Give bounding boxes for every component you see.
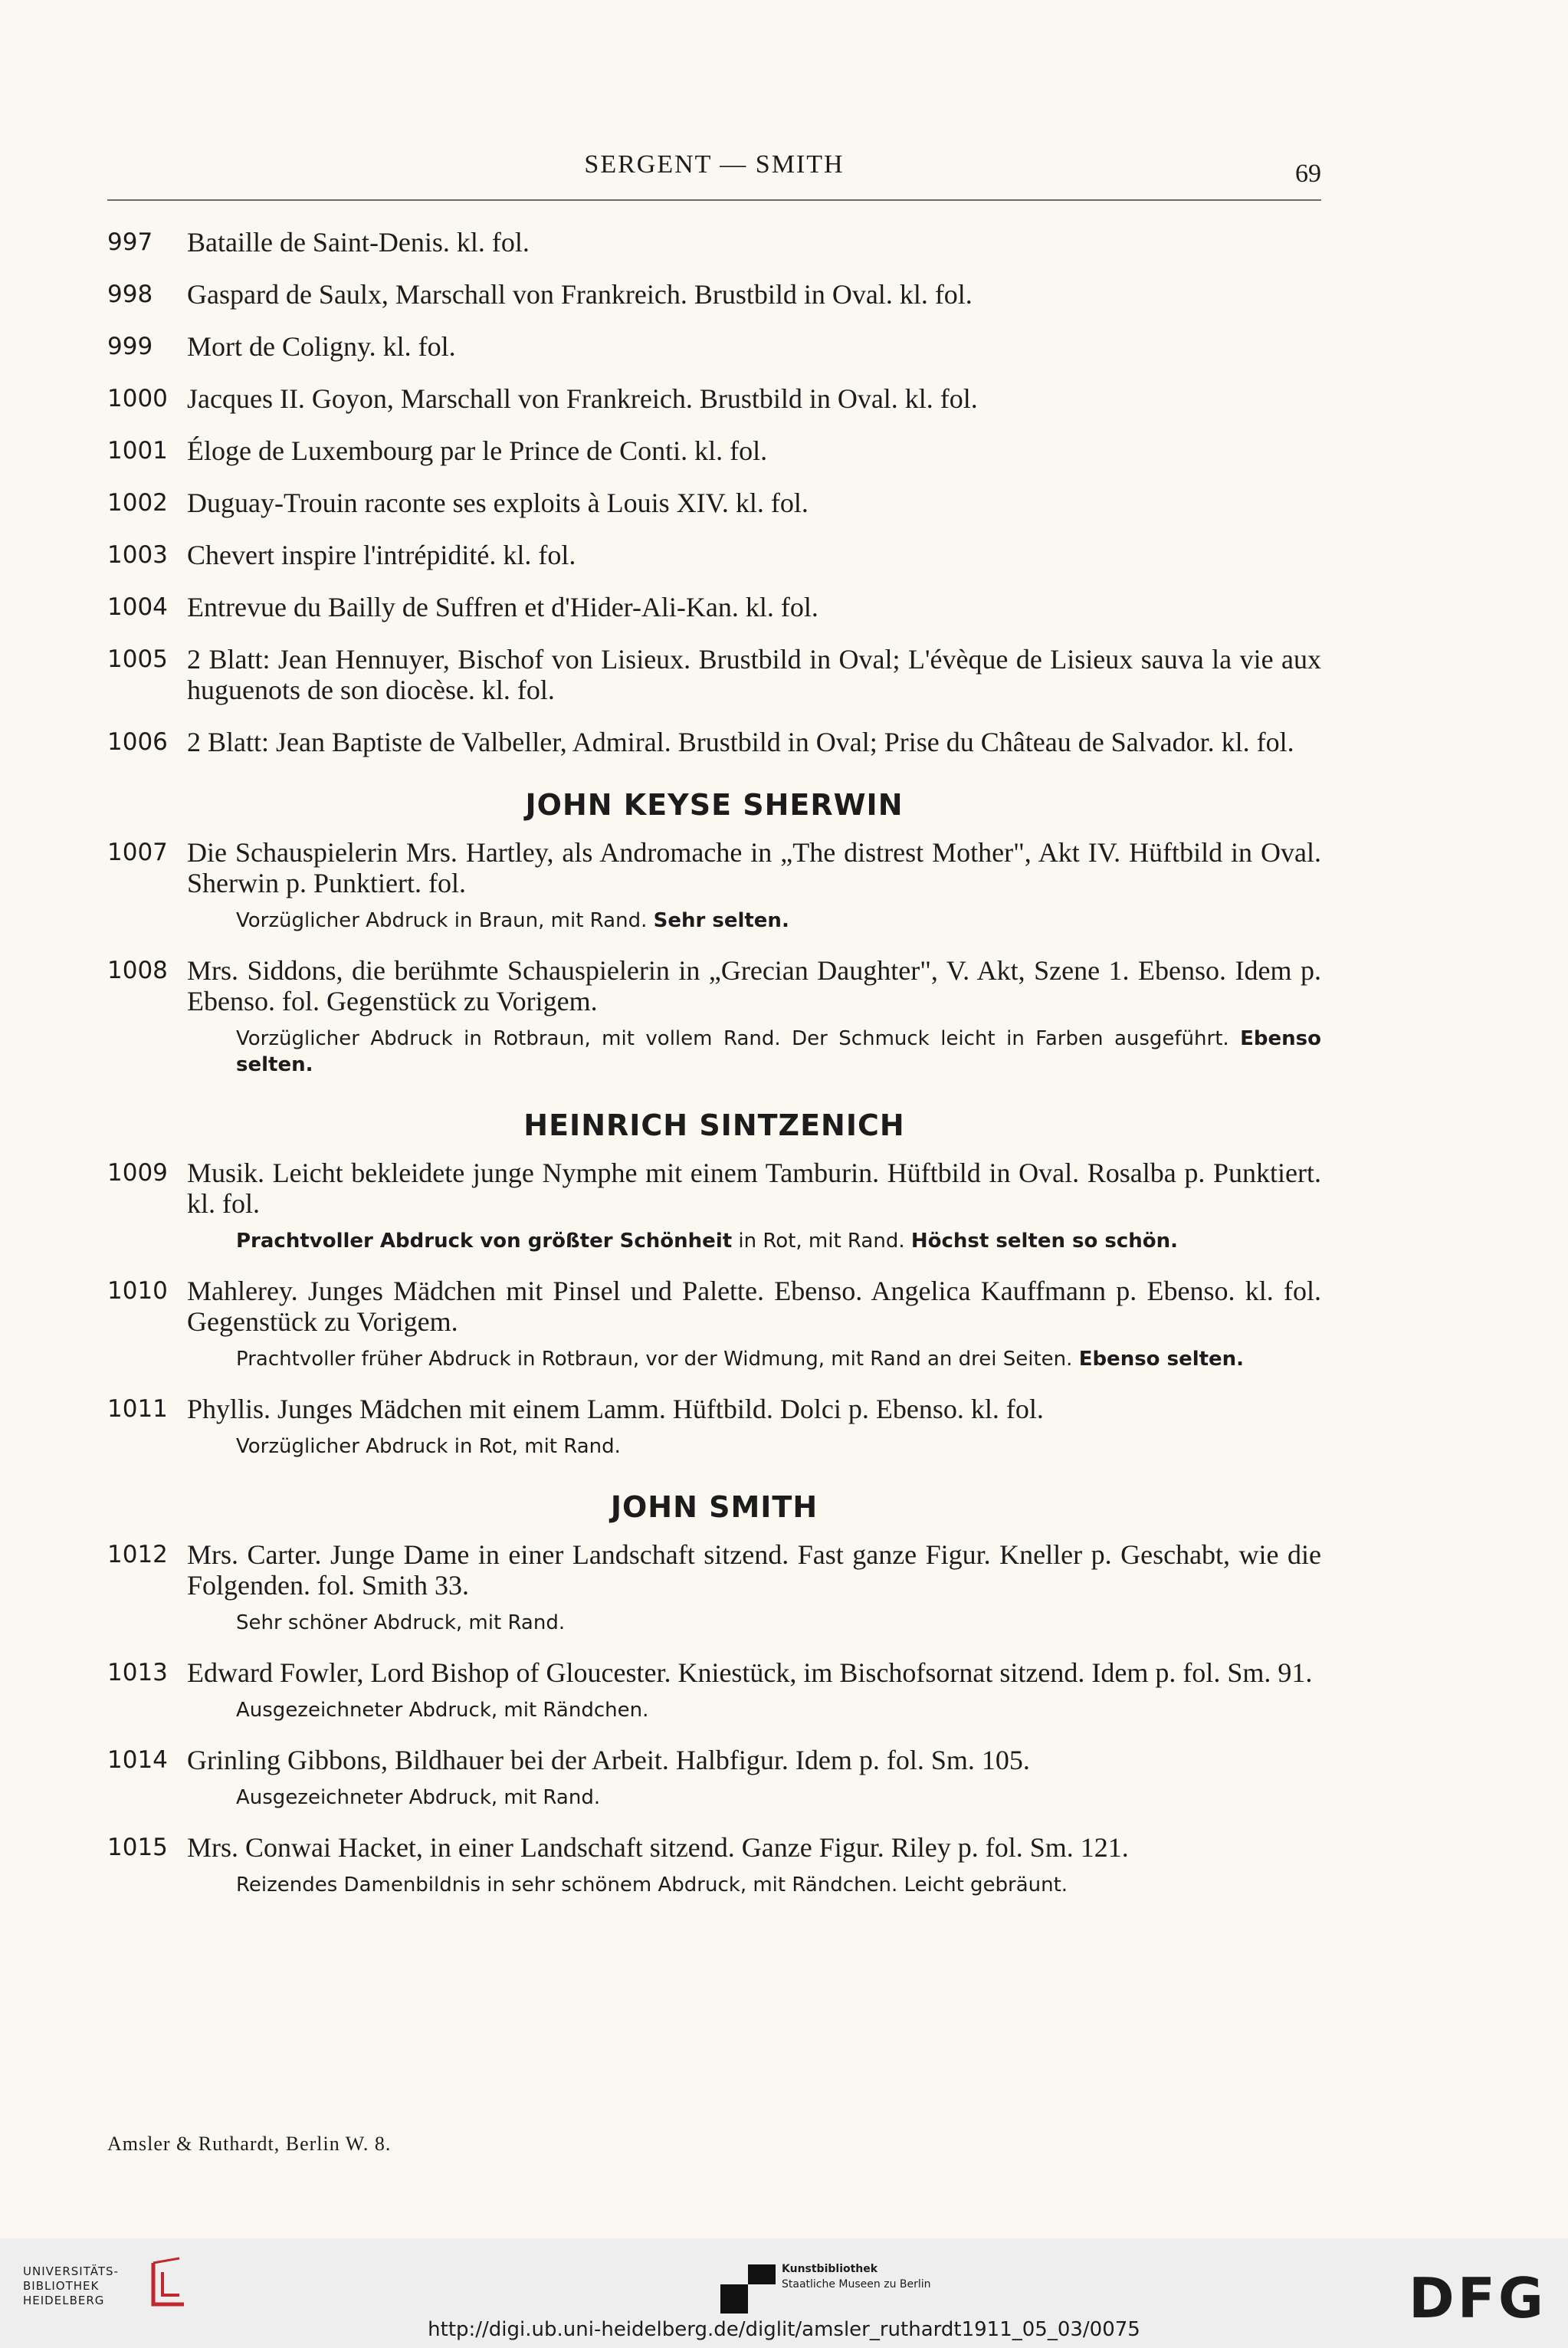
uni-logo-line: UNIVERSITÄTS- xyxy=(23,2264,119,2278)
permalink-url[interactable]: http://digi.ub.uni-heidelberg.de/diglit/amsler_ruthardt1911_05_03/0075 xyxy=(428,2318,1140,2341)
entry-text: Musik. Leicht bekleidete junge Nymphe mit einem Tamburin. Hüftbild in Oval. Rosalba p. Punktiert. kl. fol. xyxy=(187,1158,1321,1219)
entry-text: Edward Fowler, Lord Bishop of Gloucester. Kniestück, im Bischofsornat sitzend. Idem p. fol. Sm. 91. xyxy=(187,1657,1313,1688)
entry-number: 1003 xyxy=(107,541,168,569)
page-number: 69 xyxy=(1295,159,1321,188)
note-text: Ausgezeichneter Abdruck, mit Rand. xyxy=(236,1786,601,1809)
note-text: Sehr schöner Abdruck, mit Rand. xyxy=(236,1611,566,1634)
catalog-entry xyxy=(107,540,1321,570)
catalog-entry xyxy=(107,1745,1321,1811)
entry-text: Gaspard de Saulx, Marschall von Frankreich. Brustbild in Oval. kl. fol. xyxy=(187,279,973,310)
entry-text: Entrevue du Bailly de Suffren et d'Hider-Ali-Kan. kl. fol. xyxy=(187,592,818,622)
university-library-logo[interactable] xyxy=(23,2264,119,2308)
entry-number: 999 xyxy=(107,333,153,360)
dfg-logo[interactable]: DFG xyxy=(1408,2266,1547,2330)
entry-text: Mort de Coligny. kl. fol. xyxy=(187,331,456,362)
university-emblem-icon xyxy=(146,2255,192,2312)
catalog-content xyxy=(107,227,1321,1919)
catalog-entry xyxy=(107,727,1321,757)
entry-number: 1011 xyxy=(107,1395,168,1423)
entry-note xyxy=(187,1228,1321,1254)
printer-imprint: Amsler & Ruthardt, Berlin W. 8. xyxy=(107,2133,392,2155)
entry-number: 1007 xyxy=(107,839,168,866)
note-text: Vorzüglicher Abdruck in Rot, mit Rand. xyxy=(236,1435,621,1458)
entry-number: 1015 xyxy=(107,1834,168,1861)
entry-number: 1001 xyxy=(107,437,168,465)
catalog-entry xyxy=(107,227,1321,258)
entry-text: 2 Blatt: Jean Hennuyer, Bischof von Lisieux. Brustbild in Oval; L'évèque de Lisieux sauva la vie aux huguenots de son diocèse. kl. fol. xyxy=(187,644,1321,705)
entry-number: 1005 xyxy=(107,645,168,673)
kunstbibliothek-logo-icon[interactable] xyxy=(717,2261,779,2315)
entry-note xyxy=(187,1346,1321,1372)
note-emphasis: Ebenso selten. xyxy=(1078,1348,1245,1371)
entry-number: 1008 xyxy=(107,957,168,984)
running-title: SERGENT — SMITH xyxy=(584,150,845,179)
entry-number: 1010 xyxy=(107,1277,168,1305)
entry-text: 2 Blatt: Jean Baptiste de Valbeller, Admiral. Brustbild in Oval; Prise du Château de Salvador. kl. fol. xyxy=(187,727,1294,757)
entry-note xyxy=(187,1785,1321,1811)
catalog-entry xyxy=(107,1394,1321,1460)
entry-number: 998 xyxy=(107,281,153,308)
entry-note xyxy=(187,1610,1321,1636)
kunstbibliothek-subtitle: Staatliche Museen zu Berlin xyxy=(782,2278,931,2291)
digitization-footer xyxy=(0,2238,1568,2348)
note-text: Reizendes Damenbildnis in sehr schönem Abdruck, mit Rändchen. Leicht gebräunt. xyxy=(236,1873,1068,1896)
entry-number: 1013 xyxy=(107,1659,168,1686)
note-text: Ausgezeichneter Abdruck, mit Rändchen. xyxy=(236,1699,649,1722)
entry-text: Mrs. Carter. Junge Dame in einer Landschaft sitzend. Fast ganze Figur. Kneller p. Geschabt, wie die Folgenden. fol. Smith 33. xyxy=(187,1539,1321,1601)
catalog-entry xyxy=(107,1832,1321,1898)
catalog-entry xyxy=(107,1158,1321,1254)
entry-number: 1006 xyxy=(107,728,168,756)
note-text: Vorzüglicher Abdruck in Rotbraun, mit vollem Rand. Der Schmuck leicht in Farben ausgeführt. xyxy=(236,1027,1229,1050)
note-emphasis: Ebenso selten. xyxy=(236,1027,1322,1076)
catalog-entry xyxy=(107,592,1321,622)
entry-number: 1002 xyxy=(107,489,168,517)
entry-text: Mrs. Conwai Hacket, in einer Landschaft sitzend. Ganze Figur. Riley p. fol. Sm. 121. xyxy=(187,1832,1129,1863)
entry-note xyxy=(187,908,1321,934)
entry-text: Éloge de Luxembourg par le Prince de Conti. kl. fol. xyxy=(187,435,768,466)
entry-number: 1000 xyxy=(107,385,168,412)
catalog-entry xyxy=(107,837,1321,934)
entry-note xyxy=(187,1872,1321,1898)
entry-text: Bataille de Saint-Denis. kl. fol. xyxy=(187,227,530,258)
entry-note xyxy=(187,1697,1321,1723)
kunstbibliothek-title: Kunstbibliothek xyxy=(782,2263,878,2275)
note-text: in Rot, mit Rand. xyxy=(738,1230,905,1253)
entry-text: Mrs. Siddons, die berühmte Schauspielerin in „Grecian Daughter", V. Akt, Szene 1. Ebenso. Idem p. Ebenso. fol. Gegenstück zu Vorigem. xyxy=(187,955,1321,1016)
catalog-entry xyxy=(107,331,1321,362)
catalog-entry xyxy=(107,435,1321,466)
entry-text: Mahlerey. Junges Mädchen mit Pinsel und Palette. Ebenso. Angelica Kauffmann p. Ebenso. kl. fol. Gegenstück zu Vorigem. xyxy=(187,1276,1321,1337)
entry-number: 997 xyxy=(107,228,153,256)
catalog-entry xyxy=(107,1657,1321,1723)
entry-text: Jacques II. Goyon, Marschall von Frankreich. Brustbild in Oval. kl. fol. xyxy=(187,383,978,414)
catalog-entry xyxy=(107,644,1321,705)
catalog-entry xyxy=(107,955,1321,1078)
entry-number: 1014 xyxy=(107,1746,168,1774)
entry-text: Grinling Gibbons, Bildhauer bei der Arbeit. Halbfigur. Idem p. fol. Sm. 105. xyxy=(187,1745,1030,1775)
note-text: Prachtvoller früher Abdruck in Rotbraun, vor der Widmung, mit Rand an drei Seiten. xyxy=(236,1348,1073,1371)
uni-logo-line: BIBLIOTHEK xyxy=(23,2279,100,2293)
entry-text: Duguay-Trouin raconte ses exploits à Louis XIV. kl. fol. xyxy=(187,488,809,518)
note-emphasis: Sehr selten. xyxy=(653,909,789,932)
entry-number: 1004 xyxy=(107,593,168,621)
entry-text: Phyllis. Junges Mädchen mit einem Lamm. Hüftbild. Dolci p. Ebenso. kl. fol. xyxy=(187,1394,1044,1424)
note-emphasis: Höchst selten so schön. xyxy=(910,1230,1179,1253)
catalog-entry xyxy=(107,279,1321,310)
entry-number: 1009 xyxy=(107,1159,168,1187)
entry-number: 1012 xyxy=(107,1541,168,1568)
section-heading: HEINRICH SINTZENICH xyxy=(523,1108,905,1142)
entry-note xyxy=(187,1026,1321,1078)
section-heading: JOHN KEYSE SHERWIN xyxy=(525,788,904,822)
note-emphasis-start: Prachtvoller Abdruck von größter Schönheit xyxy=(236,1230,733,1253)
catalog-entry xyxy=(107,1276,1321,1372)
kunstbibliothek-label xyxy=(782,2261,931,2292)
catalog-entry xyxy=(107,488,1321,518)
uni-logo-line: HEIDELBERG xyxy=(23,2294,105,2307)
catalog-entry xyxy=(107,383,1321,414)
running-head xyxy=(107,150,1321,201)
entry-note xyxy=(187,1433,1321,1460)
section-heading: JOHN SMITH xyxy=(610,1490,818,1524)
note-text: Vorzüglicher Abdruck in Braun, mit Rand. xyxy=(236,909,648,932)
entry-text: Chevert inspire l'intrépidité. kl. fol. xyxy=(187,540,576,570)
catalog-entry xyxy=(107,1539,1321,1636)
entry-text: Die Schauspielerin Mrs. Hartley, als Andromache in „The distrest Mother", Akt IV. Hüftbild in Oval. Sherwin p. Punktiert. fol. xyxy=(187,837,1321,898)
